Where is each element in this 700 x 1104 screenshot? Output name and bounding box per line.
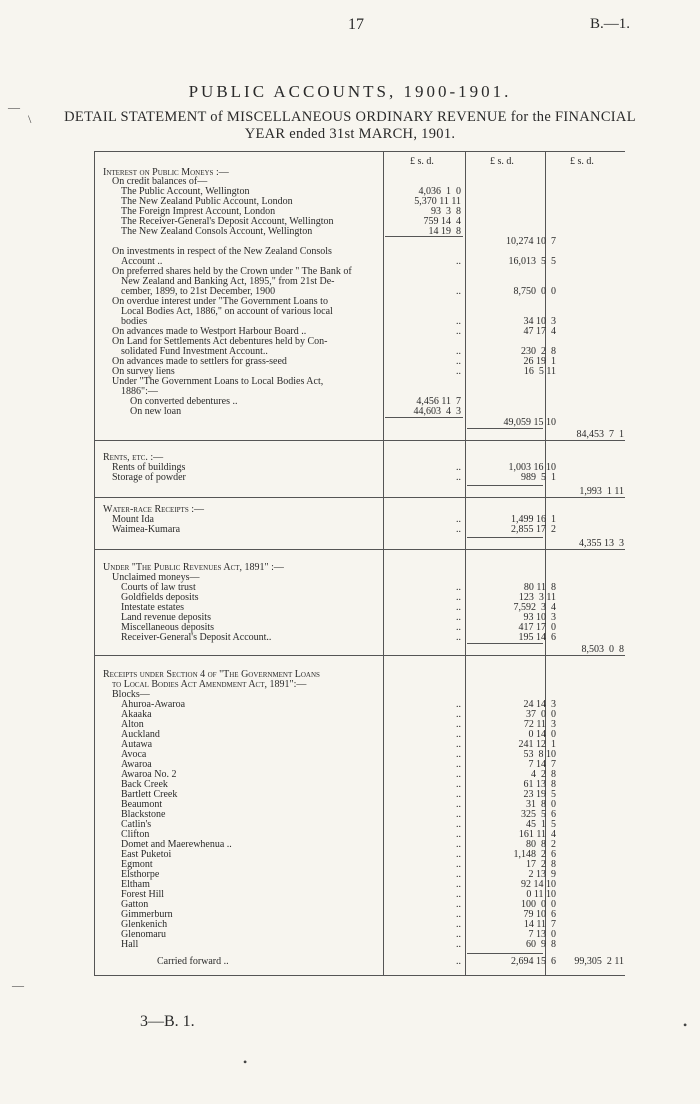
page-signature: 3—B. 1. — [140, 1013, 195, 1030]
row-label: Forest Hill — [121, 889, 165, 900]
amount-c1: 5,370 11 11 — [414, 196, 461, 207]
table-row — [95, 633, 625, 643]
subtotal-rule — [467, 953, 543, 954]
subtotal-rule — [467, 428, 543, 429]
row-label: Alton — [121, 719, 144, 730]
row-label: Elsthorpe — [121, 869, 160, 880]
amount-c1: .. — [456, 739, 461, 750]
row-label: East Puketoi — [121, 849, 172, 860]
table-row — [95, 539, 625, 549]
amount-c2: 45 1 5 — [526, 819, 556, 830]
amount-c1: .. — [456, 929, 461, 940]
table-bottom-rule — [94, 975, 625, 976]
row-label: Under "The Government Loans to Local Bodies Act, — [112, 376, 324, 387]
amount-c1: 4,036 1 0 — [418, 186, 461, 197]
amount-c1: .. — [456, 316, 461, 327]
margin-mark: \ — [28, 112, 32, 126]
amount-c2: 37 0 0 — [526, 709, 556, 720]
row-label: Storage of powder — [112, 472, 186, 483]
amount-c2: 92 14 10 — [521, 879, 556, 890]
row-label: Awaroa — [121, 759, 152, 770]
row-label: On credit balances of— — [112, 176, 208, 187]
row-label: Auckland — [121, 729, 160, 740]
amount-c1: .. — [456, 829, 461, 840]
amount-c1: .. — [456, 849, 461, 860]
row-label: Hall — [121, 939, 139, 950]
row-label: Avoca — [121, 749, 147, 760]
amount-c1: .. — [456, 769, 461, 780]
amount-c1: .. — [456, 939, 461, 950]
row-label: to Local Bodies Act Amendment Act, 1891":— — [112, 679, 307, 690]
row-label: Courts of law trust — [121, 582, 196, 593]
row-label: bodies — [121, 316, 148, 327]
amount-c2: 34 10 3 — [523, 316, 556, 327]
amount-c2: 0 11 10 — [526, 889, 556, 900]
amount-c2: 123 3 11 — [518, 592, 556, 603]
row-label: Intestate estates — [121, 602, 185, 613]
amount-c2: 325 5 6 — [521, 809, 556, 820]
amount-c2: 2,694 15 6 — [511, 956, 556, 967]
amount-c2: 23 19 5 — [523, 789, 556, 800]
amount-c1: 44,603 4 3 — [413, 406, 461, 417]
amount-c1: .. — [456, 749, 461, 760]
row-label: Mount Ida — [112, 514, 154, 525]
subtotal-rule — [467, 643, 543, 644]
amount-c1: .. — [456, 582, 461, 593]
row-label: Land revenue deposits — [121, 612, 211, 623]
amount-c3: 84,453 7 1 — [576, 429, 624, 440]
row-label: Water-race Receipts :— — [103, 504, 204, 515]
amount-c1: .. — [456, 709, 461, 720]
amount-c2: 10,274 10 7 — [506, 236, 556, 247]
row-label: Goldfields deposits — [121, 592, 199, 603]
subtotal-rule — [467, 537, 543, 538]
table-row — [95, 680, 625, 690]
amount-c2: 80 11 8 — [523, 582, 556, 593]
row-label: On overdue interest under "The Government Loans to — [112, 296, 328, 307]
amount-c1: .. — [456, 514, 461, 525]
amount-c2: 16 5 11 — [523, 366, 556, 377]
amount-c3: 8,503 0 8 — [581, 644, 624, 655]
row-label: Domet and Maerewhenua .. — [121, 839, 232, 850]
table-row — [95, 473, 625, 483]
row-label: The New Zealand Public Account, London — [121, 196, 293, 207]
amount-c2: 1,003 16 10 — [508, 462, 556, 473]
section-rule — [95, 549, 625, 550]
amount-c2: 49,059 15 10 — [503, 417, 556, 428]
table-row — [95, 940, 625, 950]
amount-c2: 161 11 4 — [518, 829, 556, 840]
row-label: On converted debentures .. — [130, 396, 238, 407]
amount-c2: 2,855 17 2 — [511, 524, 556, 535]
amount-c1: .. — [456, 799, 461, 810]
row-label: New Zealand and Banking Act, 1895," from 21st De- — [121, 276, 335, 287]
row-label: Beaumont — [121, 799, 163, 810]
amount-c2: 7 14 7 — [528, 759, 556, 770]
margin-mark: • — [683, 1018, 688, 1032]
row-label: Back Creek — [121, 779, 168, 790]
amount-c1: 93 3 8 — [431, 206, 461, 217]
amount-c1: .. — [456, 899, 461, 910]
margin-mark: — — [12, 978, 24, 992]
amount-c1: .. — [456, 286, 461, 297]
amount-c3: 1,993 1 11 — [579, 486, 624, 497]
amount-c2: 16,013 5 5 — [508, 256, 556, 267]
table-row — [95, 430, 625, 440]
row-label: Eltham — [121, 879, 150, 890]
row-label: Clifton — [121, 829, 150, 840]
amount-c1: .. — [456, 759, 461, 770]
amount-c1: .. — [456, 779, 461, 790]
row-label: solidated Fund Investment Account.. — [121, 346, 268, 357]
table-row — [95, 377, 625, 387]
row-label: cember, 1899, to 21st December, 1900 — [121, 286, 276, 297]
row-label: On advances made to Westport Harbour Board .. — [112, 326, 307, 337]
amount-c3: 4,355 13 3 — [579, 538, 624, 549]
row-label: The Foreign Imprest Account, London — [121, 206, 276, 217]
amount-c2: 2 13 9 — [528, 869, 556, 880]
amount-c1: .. — [456, 602, 461, 613]
amount-c2: 417 17 0 — [518, 622, 556, 633]
row-label: Ahuroa-Awaroa — [121, 699, 186, 710]
table-row — [95, 957, 625, 967]
amount-c1: .. — [456, 256, 461, 267]
row-label: Egmont — [121, 859, 153, 870]
amount-c1: .. — [456, 859, 461, 870]
amount-c1: .. — [456, 326, 461, 337]
amount-c1: .. — [456, 729, 461, 740]
row-label: On preferred shares held by the Crown under " The Bank of — [112, 266, 352, 277]
section-rule — [95, 440, 625, 441]
amount-c2: 0 14 0 — [528, 729, 556, 740]
amount-c2: 14 11 7 — [523, 919, 556, 930]
amount-c1: 14 19 8 — [428, 226, 461, 237]
row-label: Receiver-General's Deposit Account.. — [121, 632, 272, 643]
row-label: Awaroa No. 2 — [121, 769, 177, 780]
amount-c1: .. — [456, 472, 461, 483]
row-label: On survey liens — [112, 366, 175, 377]
row-label: The Receiver-General's Deposit Account, Wellington — [121, 216, 334, 227]
amount-c1: .. — [456, 869, 461, 880]
amount-c1: 4,456 11 7 — [416, 396, 461, 407]
row-label: Unclaimed moneys— — [112, 572, 200, 583]
row-label: Miscellaneous deposits — [121, 622, 215, 633]
row-label: Blocks— — [112, 689, 150, 700]
table-row — [95, 487, 625, 497]
row-label: Gatton — [121, 899, 149, 910]
amount-c2: 93 10 3 — [523, 612, 556, 623]
page-title: PUBLIC ACCOUNTS, 1900-1901. — [188, 82, 512, 101]
amount-c1: .. — [456, 909, 461, 920]
section-rule — [95, 497, 625, 498]
row-label: Account .. — [121, 256, 163, 267]
amount-c1: .. — [456, 356, 461, 367]
row-label: The New Zealand Consols Account, Wellington — [121, 226, 313, 237]
table-row — [95, 418, 625, 428]
section-rule — [95, 655, 625, 656]
amount-c2: 26 19 1 — [523, 356, 556, 367]
amount-c2: 80 8 2 — [526, 839, 556, 850]
amount-c2: 7 13 0 — [528, 929, 556, 940]
amount-c2: 4 2 8 — [531, 769, 556, 780]
amount-c1: .. — [456, 346, 461, 357]
amount-c2: 8,750 0 0 — [513, 286, 556, 297]
row-label: Bartlett Creek — [121, 789, 178, 800]
amount-c1: .. — [456, 622, 461, 633]
amount-c1: .. — [456, 699, 461, 710]
amount-c1: .. — [456, 789, 461, 800]
row-label: Waimea-Kumara — [112, 524, 181, 535]
margin-mark: • — [243, 1055, 248, 1069]
row-label: On advances made to settlers for grass-seed — [112, 356, 287, 367]
amount-c2: 1,148 2 6 — [513, 849, 556, 860]
amount-c1: 759 14 4 — [423, 216, 461, 227]
row-label: Autawa — [121, 739, 153, 750]
amount-c1: .. — [456, 839, 461, 850]
row-label: Receipts under Section 4 of "The Government Loans — [103, 669, 320, 680]
amount-c1: .. — [456, 879, 461, 890]
row-label: Rents of buildings — [112, 462, 186, 473]
amount-c2: 100 0 0 — [521, 899, 556, 910]
amount-c1: .. — [456, 889, 461, 900]
row-label: Glenkenich — [121, 919, 168, 930]
margin-mark: — — [8, 100, 20, 114]
row-label: Catlin's — [121, 819, 152, 830]
row-label: Local Bodies Act, 1886," on account of various local — [121, 306, 333, 317]
amount-c2: 47 17 4 — [523, 326, 556, 337]
amount-c2: 7,592 3 4 — [513, 602, 556, 613]
amount-c2: 1,499 16 1 — [511, 514, 556, 525]
amount-c2: 989 5 1 — [521, 472, 556, 483]
row-label: On investments in respect of the New Zealand Consols — [112, 246, 332, 257]
amount-c2: 24 14 3 — [523, 699, 556, 710]
amount-c2: 53 8 10 — [523, 749, 556, 760]
amount-c2: 195 14 6 — [518, 632, 556, 643]
amount-c1: .. — [456, 719, 461, 730]
row-label: Rents, etc. :— — [103, 452, 164, 463]
amount-c1: .. — [456, 809, 461, 820]
column-header-3: £ s. d. — [570, 156, 594, 167]
row-label: On new loan — [130, 406, 182, 417]
page-number: 17 — [348, 16, 364, 33]
statement-subtitle-line1: DETAIL STATEMENT of MISCELLANEOUS ORDINARY REVENUE for the FINANCIAL — [64, 109, 636, 125]
column-header-2: £ s. d. — [490, 156, 514, 167]
amount-c2: 31 8 0 — [526, 799, 556, 810]
document-reference: B.—1. — [590, 16, 631, 32]
table-row — [95, 407, 625, 417]
row-label: The Public Account, Wellington — [121, 186, 250, 197]
column-header-1: £ s. d. — [410, 156, 434, 167]
table-row — [95, 645, 625, 655]
amount-c1: .. — [456, 956, 461, 967]
row-label: On Land for Settlements Act debentures held by Con- — [112, 336, 328, 347]
row-label: Under "The Public Revenues Act, 1891" :— — [103, 562, 284, 573]
row-label: Akaaka — [121, 709, 152, 720]
subtotal-rule — [467, 485, 543, 486]
amount-c1: .. — [456, 632, 461, 643]
amount-c1: .. — [456, 612, 461, 623]
amount-c2: 60 9 8 — [526, 939, 556, 950]
row-label: Carried forward .. — [157, 956, 229, 967]
amount-c1: .. — [456, 524, 461, 535]
amount-c1: .. — [456, 462, 461, 473]
table-row — [95, 525, 625, 535]
amount-c1: .. — [456, 919, 461, 930]
amount-c1: .. — [456, 366, 461, 377]
row-label: Glenomaru — [121, 929, 166, 940]
row-label: Interest on Public Moneys :— — [103, 167, 229, 178]
amount-c2: 79 10 6 — [523, 909, 556, 920]
statement-subtitle-line2: YEAR ended 31st MARCH, 1901. — [244, 126, 456, 142]
amount-c3: 99,305 2 11 — [574, 956, 624, 967]
amount-c2: 61 13 8 — [523, 779, 556, 790]
amount-c1: .. — [456, 819, 461, 830]
amount-c2: 17 2 8 — [526, 859, 556, 870]
row-label: Blackstone — [121, 809, 166, 820]
row-label: 1886":— — [121, 386, 158, 397]
amount-c2: 230 2 8 — [521, 346, 556, 357]
amount-c2: 72 11 3 — [523, 719, 556, 730]
amount-c1: .. — [456, 592, 461, 603]
amount-c2: 241 12 1 — [518, 739, 556, 750]
row-label: Gimmerburn — [121, 909, 173, 920]
